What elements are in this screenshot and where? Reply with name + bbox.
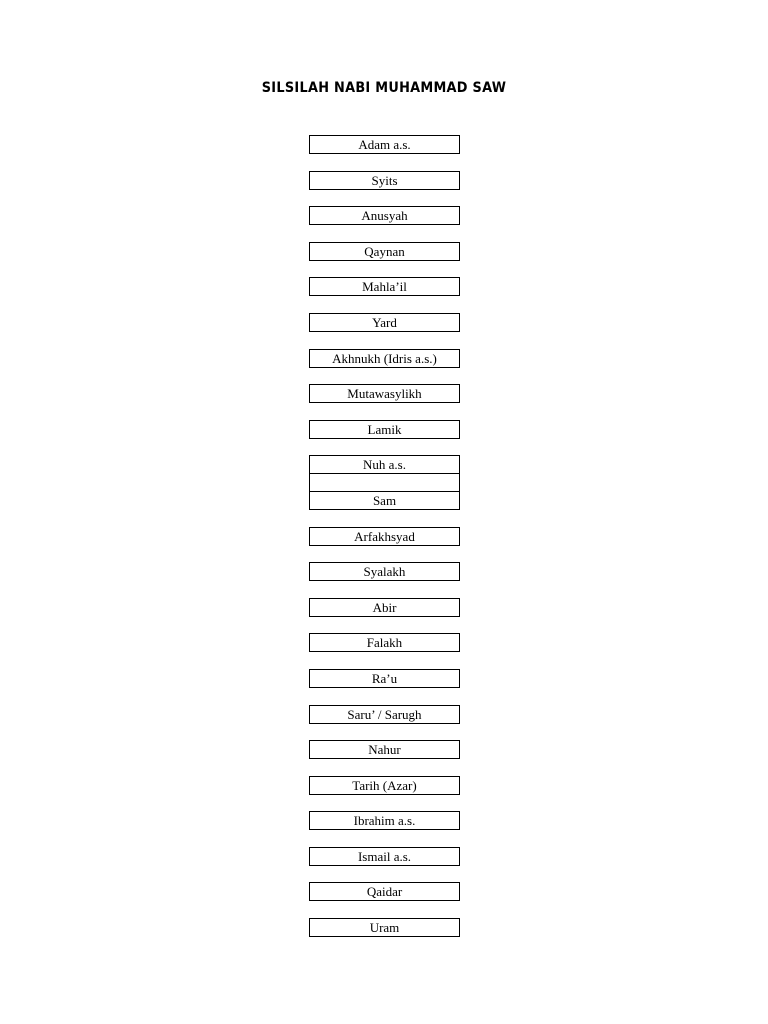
lineage-box: Uram xyxy=(309,918,460,937)
lineage-box: Adam a.s. xyxy=(309,135,460,154)
lineage-box: Mahla’il xyxy=(309,277,460,296)
lineage-box: Ismail a.s. xyxy=(309,847,460,866)
page-title: SILSILAH NABI MUHAMMAD SAW xyxy=(261,80,507,96)
lineage-box: Akhnukh (Idris a.s.) xyxy=(309,349,460,368)
lineage-box: Ra’u xyxy=(309,669,460,688)
lineage-box: Tarih (Azar) xyxy=(309,776,460,795)
lineage-box: Syits xyxy=(309,171,460,190)
lineage-box: Lamik xyxy=(309,420,460,439)
lineage-chain xyxy=(309,135,460,954)
lineage-box: Nahur xyxy=(309,740,460,759)
lineage-box: Arfakhsyad xyxy=(309,527,460,546)
lineage-box: Falakh xyxy=(309,633,460,652)
lineage-box: Saru’ / Sarugh xyxy=(309,705,460,724)
lineage-box: Qaynan xyxy=(309,242,460,261)
lineage-box: Yard xyxy=(309,313,460,332)
lineage-box: Syalakh xyxy=(309,562,460,581)
lineage-box: Abir xyxy=(309,598,460,617)
lineage-box: Mutawasylikh xyxy=(309,384,460,403)
lineage-box: Sam xyxy=(309,491,460,510)
lineage-box: Anusyah xyxy=(309,206,460,225)
lineage-box: Ibrahim a.s. xyxy=(309,811,460,830)
box-connector xyxy=(309,474,460,491)
lineage-box: Nuh a.s. xyxy=(309,455,460,474)
lineage-box: Qaidar xyxy=(309,882,460,901)
